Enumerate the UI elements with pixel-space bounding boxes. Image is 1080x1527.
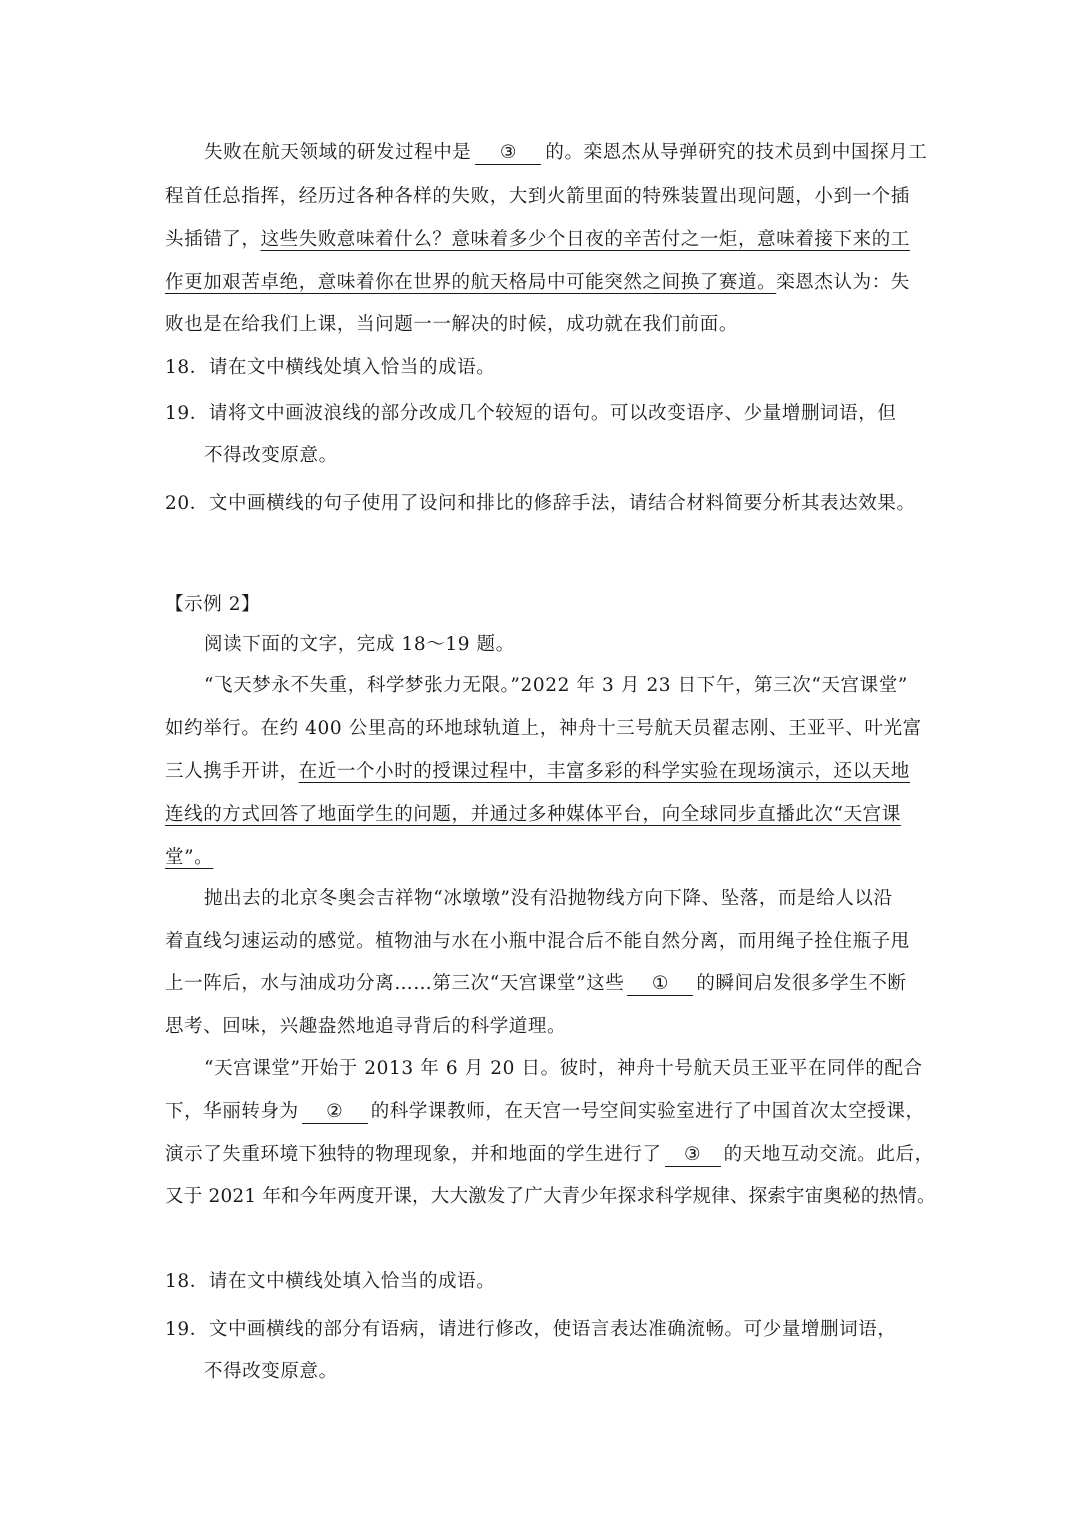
- s2-p2-line-4: 思考、回味，兴趣盎然地追寻背后的科学道理。: [165, 1016, 567, 1037]
- s1-question-20: 20．文中画横线的句子使用了设问和排比的修辞手法，请结合材料简要分析其表达效果。: [165, 493, 916, 514]
- s2-blank-1: ①: [627, 973, 693, 996]
- s1-line-2: 程首任总指挥，经历过各种各样的失败，大到火箭里面的特殊装置出现问题，小到一个插: [165, 186, 910, 207]
- s2-heading: 【示例 2】: [165, 594, 261, 615]
- s2-p2-line-3-post: 的瞬间启发很多学生不断: [696, 973, 907, 994]
- s2-p3-line-4: 又于 2021 年和今年两度开课，大大激发了广大青少年探求科学规律、探索宇宙奥秘的热情。: [165, 1186, 936, 1207]
- s2-p1-line-3: [165, 760, 910, 784]
- s2-p2-line-2: 着直线匀速运动的感觉。植物油与水在小瓶中混合后不能自然分离，而用绳子拴住瓶子甩: [165, 931, 910, 952]
- s2-instruction: 阅读下面的文字，完成 18～19 题。: [204, 634, 515, 655]
- s1-question-19-line-1: 19．请将文中画波浪线的部分改成几个较短的语句。可以改变语序、少量增删词语，但: [165, 403, 897, 424]
- s1-underlined-sentence-b: 作更加艰苦卓绝，意味着你在世界的航天格局中可能突然之间换了赛道。: [165, 272, 777, 293]
- s1-blank-3: ③: [475, 142, 541, 165]
- s2-p2-line-1: 抛出去的北京冬奥会吉祥物“冰墩墩”没有沿抛物线方向下降、坠落，而是给人以沿: [204, 888, 893, 909]
- s1-line-5: 败也是在给我们上课，当问题一一解决的时候，成功就在我们前面。: [165, 314, 739, 335]
- s1-question-19-line-2: 不得改变原意。: [204, 445, 338, 466]
- s2-question-18: 18．请在文中横线处填入恰当的成语。: [165, 1271, 496, 1292]
- s1-line-3: [165, 228, 910, 252]
- s2-p3-line-2: [165, 1100, 925, 1124]
- s2-p1-line-3-plain: 三人携手开讲，: [165, 761, 299, 782]
- s2-underlined-part-a: 在近一个小时的授课过程中，丰富多彩的科学实验在现场演示，还以天地: [298, 761, 910, 782]
- s2-p3-line-1: “天宫课堂”开始于 2013 年 6 月 20 日。彼时，神舟十号航天员王亚平在同伴的配合: [204, 1058, 923, 1079]
- s2-p3-line-2-post: 的科学课教师，在天宫一号空间实验室进行了中国首次太空授课，: [370, 1101, 925, 1122]
- s2-p3-line-2-pre: 下，华丽转身为: [165, 1101, 299, 1122]
- s2-p1-line-1: “飞天梦永不失重，科学梦张力无限。”2022 年 3 月 23 日下午，第三次“天宫课堂”: [204, 675, 908, 696]
- s2-question-19-line-2: 不得改变原意。: [204, 1361, 338, 1382]
- s2-p3-line-3-pre: 演示了失重环境下独特的物理现象，并和地面的学生进行了: [165, 1144, 662, 1165]
- s1-line-3-plain: 头插错了，: [165, 229, 261, 250]
- s1-underlined-sentence-a: 这些失败意味着什么？意味着多少个日夜的辛苦付之一炬，意味着接下来的工: [260, 229, 910, 250]
- s2-blank-2: ②: [302, 1101, 368, 1124]
- s2-p3-line-3: [165, 1143, 934, 1167]
- s2-p1-line-2: 如约举行。在约 400 公里高的环地球轨道上，神舟十三号航天员翟志刚、王亚平、叶光富: [165, 718, 922, 739]
- s2-p2-line-3: [165, 972, 907, 996]
- s1-line-4: [165, 271, 910, 295]
- s2-p3-line-3-post: 的天地互动交流。此后，: [723, 1144, 934, 1165]
- s1-question-18: 18．请在文中横线处填入恰当的成语。: [165, 357, 496, 378]
- s1-line-1-post: 的。栾恩杰从导弹研究的技术员到中国探月工: [545, 142, 928, 163]
- s1-line-4-plain: 栾恩杰认为：失: [776, 272, 910, 293]
- s2-underlined-part-c: 堂”。: [165, 847, 214, 868]
- s1-line-1-pre: 失败在航天领域的研发过程中是: [204, 142, 472, 163]
- s2-question-19-line-1: 19．文中画横线的部分有语病，请进行修改，使语言表达准确流畅。可少量增删词语，: [165, 1319, 897, 1340]
- s2-p2-line-3-pre: 上一阵后，水与油成功分离……第三次“天宫课堂”这些: [165, 973, 625, 994]
- s1-line-1: [204, 141, 927, 165]
- s2-blank-3: ③: [665, 1144, 721, 1167]
- s2-underlined-part-b: 连线的方式回答了地面学生的问题，并通过多种媒体平台，向全球同步直播此次“天宫课: [165, 804, 901, 825]
